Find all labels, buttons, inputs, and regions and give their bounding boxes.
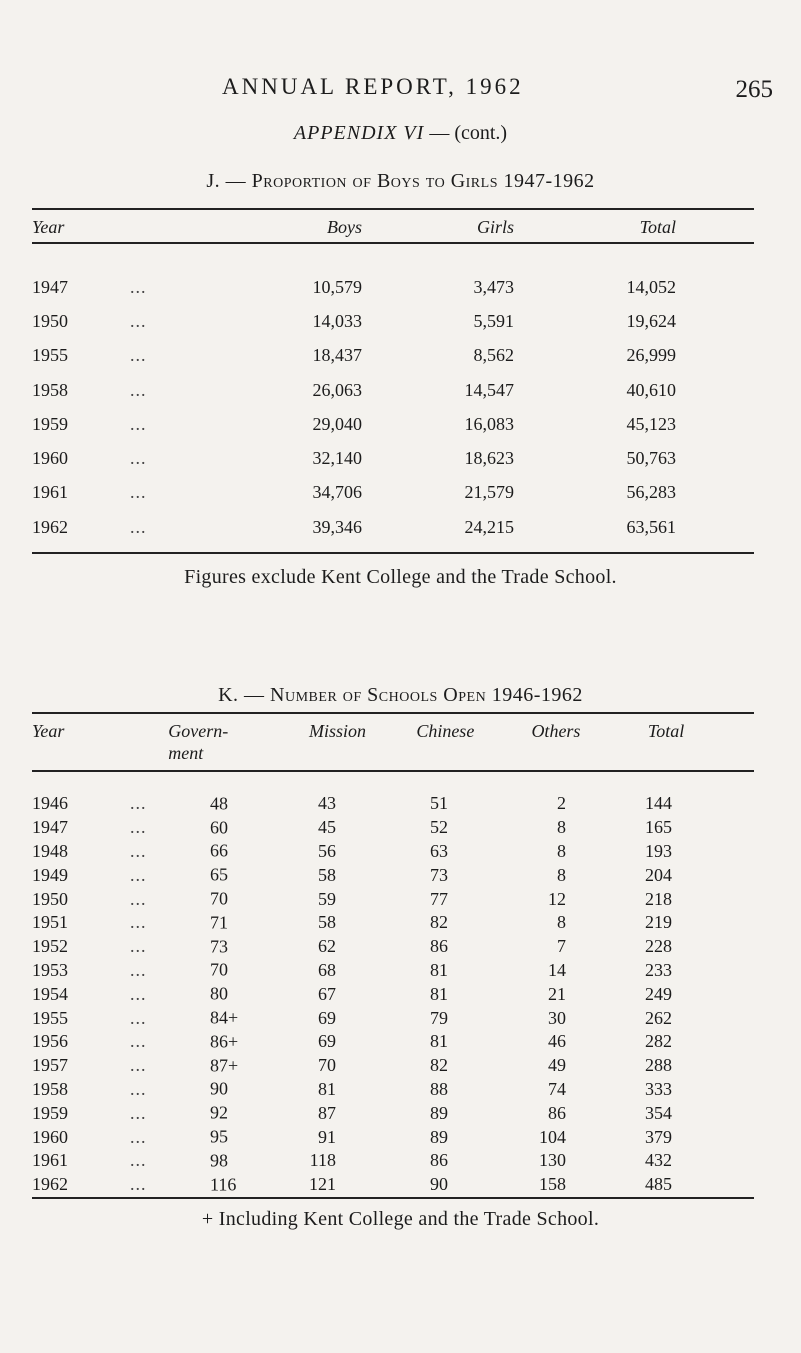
others-cell: 130 — [539, 1150, 566, 1171]
year-cell: 1960 — [32, 448, 68, 469]
chinese-cell: 77 — [430, 888, 448, 909]
spacer-cell — [676, 270, 754, 304]
total-cell: 485 — [645, 1174, 672, 1195]
year-cell: 1961 — [32, 482, 68, 503]
chinese-cell: 86 — [430, 936, 448, 957]
col-header-chinese: Chinese — [416, 721, 475, 741]
appendix-heading — [0, 122, 801, 145]
page-header — [0, 74, 801, 108]
year-cell: 1952 — [32, 936, 68, 957]
spacer-cell — [682, 1125, 754, 1149]
others-cell: 74 — [548, 1078, 566, 1099]
table-row — [32, 1078, 754, 1102]
government-cell: 80 — [210, 983, 228, 1004]
others-cell: 8 — [557, 817, 566, 838]
government-cell: 71 — [210, 912, 228, 933]
others-cell: 46 — [548, 1031, 566, 1052]
total-cell: 282 — [645, 1031, 672, 1052]
others-cell: 104 — [539, 1126, 566, 1147]
year-cell: 1955 — [32, 1007, 68, 1028]
government-cell: 66 — [210, 840, 228, 861]
col-header-year: Year — [32, 217, 65, 237]
total-cell: 262 — [645, 1007, 672, 1028]
mission-cell: 56 — [318, 840, 336, 861]
leader-dots: ... 90 — [130, 1078, 228, 1099]
girls-cell: 18,623 — [464, 448, 514, 469]
boys-cell: 39,346 — [312, 516, 362, 537]
leader-dots: ... — [130, 413, 147, 434]
leader-dots: ... 48 — [130, 793, 228, 814]
chinese-cell: 81 — [430, 1031, 448, 1052]
leader-dots: ... — [130, 516, 147, 537]
year-cell: 1946 — [32, 793, 68, 814]
spacer-cell — [682, 816, 754, 840]
others-cell: 8 — [557, 912, 566, 933]
year-cell: 1954 — [32, 983, 68, 1004]
leader-dots: ... 60 — [130, 817, 228, 838]
total-cell: 354 — [645, 1102, 672, 1123]
total-cell: 288 — [645, 1055, 672, 1076]
section-k-header-rule — [32, 770, 754, 772]
spacer-cell — [682, 1149, 754, 1173]
total-cell: 233 — [645, 959, 672, 980]
table-row — [32, 373, 754, 407]
total-cell: 333 — [645, 1078, 672, 1099]
spacer-cell — [682, 959, 754, 983]
table-row — [32, 304, 754, 338]
year-cell: 1962 — [32, 516, 68, 537]
spacer-cell — [682, 863, 754, 887]
year-cell: 1950 — [32, 888, 68, 909]
leader-dots: ... 73 — [130, 936, 228, 957]
table-row — [32, 476, 754, 510]
others-cell: 86 — [548, 1102, 566, 1123]
col-header-girls: Girls — [476, 217, 514, 237]
girls-cell: 8,562 — [473, 345, 514, 366]
government-cell: 70 — [210, 888, 228, 909]
spacer-cell — [682, 982, 754, 1006]
mission-cell: 68 — [318, 959, 336, 980]
mission-cell: 69 — [318, 1031, 336, 1052]
others-cell: 49 — [548, 1055, 566, 1076]
table-row — [32, 510, 754, 544]
girls-cell: 21,579 — [464, 482, 514, 503]
mission-cell: 58 — [318, 864, 336, 885]
year-cell: 1958 — [32, 1078, 68, 1099]
year-cell: 1955 — [32, 345, 68, 366]
leader-dots: ... 87+ — [130, 1055, 239, 1076]
col-header-total: Total — [639, 217, 676, 237]
mission-cell: 69 — [318, 1007, 336, 1028]
mission-cell: 87 — [318, 1102, 336, 1123]
section-j-top-rule — [32, 208, 754, 210]
table-row — [32, 792, 754, 816]
leader-dots: ... 116 — [130, 1174, 237, 1195]
section-j-header-rule — [32, 242, 754, 244]
table-row — [32, 1054, 754, 1078]
appendix-suffix: — (cont.) — [429, 122, 508, 144]
mission-cell: 45 — [318, 817, 336, 838]
section-k-title: K. — Number of Schools Open 1946-1962 — [218, 684, 583, 706]
table-row — [32, 982, 754, 1006]
boys-cell: 14,033 — [312, 310, 362, 331]
table-row — [32, 407, 754, 441]
spacer-cell — [676, 339, 754, 373]
table-row — [32, 1006, 754, 1030]
others-cell: 2 — [557, 793, 566, 814]
table-row — [32, 441, 754, 475]
total-cell: 219 — [645, 912, 672, 933]
total-cell: 144 — [645, 793, 672, 814]
year-cell: 1960 — [32, 1126, 68, 1147]
girls-cell: 16,083 — [464, 413, 514, 434]
government-cell: 60 — [210, 817, 228, 838]
year-cell: 1948 — [32, 840, 68, 861]
girls-cell: 3,473 — [473, 276, 514, 297]
col-header-total: Total — [647, 721, 685, 741]
leader-dots: ... 70 — [130, 959, 228, 980]
year-cell: 1961 — [32, 1150, 68, 1171]
leader-dots: ... 92 — [130, 1102, 228, 1123]
government-cell: 70 — [210, 959, 228, 980]
appendix-label: APPENDIX VI — [293, 122, 425, 144]
spacer-cell — [682, 1030, 754, 1054]
spacer-cell — [676, 373, 754, 407]
chinese-cell: 81 — [430, 983, 448, 1004]
chinese-cell: 89 — [430, 1102, 448, 1123]
section-k-top-rule — [32, 712, 754, 714]
year-cell: 1959 — [32, 1102, 68, 1123]
year-cell: 1949 — [32, 864, 68, 885]
spacer-cell — [682, 887, 754, 911]
spacer-cell — [676, 407, 754, 441]
spacer-cell — [682, 935, 754, 959]
leader-dots: ... 80 — [130, 983, 228, 1004]
leader-dots: ... 70 — [130, 888, 228, 909]
year-cell: 1956 — [32, 1031, 68, 1052]
mission-cell: 43 — [318, 793, 336, 814]
total-cell: 19,624 — [626, 310, 676, 331]
col-header-government: Govern-ment — [168, 721, 229, 763]
leader-dots: ... — [130, 276, 147, 297]
col-header-mission: Mission — [308, 721, 366, 741]
leader-dots: ... — [130, 310, 147, 331]
mission-cell: 121 — [309, 1174, 336, 1195]
others-cell: 12 — [548, 888, 566, 909]
spacer-cell — [682, 1054, 754, 1078]
spacer-cell — [682, 1173, 754, 1197]
table-row — [32, 1149, 754, 1173]
spacer-cell — [682, 792, 754, 816]
boys-cell: 18,437 — [312, 345, 362, 366]
section-j-table — [32, 270, 754, 544]
chinese-cell: 88 — [430, 1078, 448, 1099]
spacer-cell — [676, 510, 754, 544]
leader-dots: ... 86+ — [130, 1031, 239, 1052]
others-cell: 30 — [548, 1007, 566, 1028]
col-header-others: Others — [531, 721, 581, 741]
government-cell: 116 — [210, 1174, 237, 1195]
leader-dots: ... 95 — [130, 1126, 228, 1147]
leader-dots: ... — [130, 448, 147, 469]
others-cell: 8 — [557, 864, 566, 885]
section-k-table — [32, 792, 754, 1197]
mission-cell: 67 — [318, 983, 336, 1004]
spacer-cell — [682, 1101, 754, 1125]
others-cell: 8 — [557, 840, 566, 861]
boys-cell: 32,140 — [312, 448, 362, 469]
government-cell: 90 — [210, 1078, 228, 1099]
others-cell: 21 — [548, 983, 566, 1004]
chinese-cell: 73 — [430, 864, 448, 885]
others-cell: 7 — [557, 936, 566, 957]
total-cell: 432 — [645, 1150, 672, 1171]
year-cell: 1950 — [32, 310, 68, 331]
mission-cell: 70 — [318, 1055, 336, 1076]
leader-dots: ... — [130, 345, 147, 366]
spacer-cell — [682, 1078, 754, 1102]
chinese-cell: 79 — [430, 1007, 448, 1028]
leader-dots: ... 66 — [130, 840, 228, 861]
government-cell: 65 — [210, 864, 228, 885]
section-j-footnote: Figures exclude Kent College and the Trade School. — [184, 566, 617, 588]
others-cell: 158 — [539, 1174, 566, 1195]
total-cell: 50,763 — [626, 448, 676, 469]
total-cell: 193 — [645, 840, 672, 861]
leader-dots: ... 98 — [130, 1150, 228, 1171]
spacer-cell — [676, 476, 754, 510]
boys-cell: 10,579 — [312, 276, 362, 297]
government-cell: 95 — [210, 1126, 228, 1147]
chinese-cell: 90 — [430, 1174, 448, 1195]
section-k-bottom-rule — [32, 1197, 754, 1199]
mission-cell: 118 — [309, 1150, 336, 1171]
year-cell: 1947 — [32, 276, 68, 297]
mission-cell: 81 — [318, 1078, 336, 1099]
leader-dots: ... 65 — [130, 864, 228, 885]
spacer-cell — [676, 304, 754, 338]
total-cell: 40,610 — [626, 379, 676, 400]
table-row — [32, 1101, 754, 1125]
government-cell: 84+ — [210, 1007, 239, 1028]
mission-cell: 58 — [318, 912, 336, 933]
table-row — [32, 1030, 754, 1054]
spacer-cell — [682, 911, 754, 935]
running-title: ANNUAL REPORT, 1962 — [222, 74, 524, 99]
table-row — [32, 816, 754, 840]
section-k-footnote: + Including Kent College and the Trade School. — [201, 1208, 600, 1230]
government-cell: 48 — [210, 793, 228, 814]
chinese-cell: 81 — [430, 959, 448, 980]
leader-dots: ... 71 — [130, 912, 228, 933]
table-row — [32, 270, 754, 304]
government-cell: 87+ — [210, 1055, 239, 1076]
table-row — [32, 863, 754, 887]
table-row — [32, 959, 754, 983]
table-row — [32, 840, 754, 864]
table-row — [32, 887, 754, 911]
table-row — [32, 911, 754, 935]
section-j-header-table — [32, 216, 754, 238]
table-row — [32, 1173, 754, 1197]
table-row — [32, 935, 754, 959]
boys-cell: 34,706 — [312, 482, 362, 503]
year-cell: 1951 — [32, 912, 68, 933]
total-cell: 204 — [645, 864, 672, 885]
year-cell: 1962 — [32, 1174, 68, 1195]
total-cell: 56,283 — [626, 482, 676, 503]
government-cell: 86+ — [210, 1031, 239, 1052]
section-k-header-table — [32, 720, 754, 764]
col-header-boys: Boys — [327, 217, 362, 237]
total-cell: 14,052 — [626, 276, 676, 297]
chinese-cell: 86 — [430, 1150, 448, 1171]
total-cell: 63,561 — [626, 516, 676, 537]
girls-cell: 5,591 — [473, 310, 514, 331]
year-cell: 1953 — [32, 959, 68, 980]
total-cell: 45,123 — [626, 413, 676, 434]
government-cell: 92 — [210, 1102, 228, 1123]
chinese-cell: 82 — [430, 1055, 448, 1076]
chinese-cell: 52 — [430, 817, 448, 838]
others-cell: 14 — [548, 959, 566, 980]
total-cell: 379 — [645, 1126, 672, 1147]
boys-cell: 26,063 — [312, 379, 362, 400]
table-row — [32, 339, 754, 373]
spacer-cell — [676, 441, 754, 475]
chinese-cell: 82 — [430, 912, 448, 933]
chinese-cell: 51 — [430, 793, 448, 814]
total-cell: 165 — [645, 817, 672, 838]
section-j-title: J. — Proportion of Boys to Girls 1947-1962 — [206, 170, 595, 192]
page-number: 265 — [735, 76, 773, 103]
leader-dots: ... 84+ — [130, 1007, 239, 1028]
col-header-year: Year — [32, 721, 65, 741]
total-cell: 249 — [645, 983, 672, 1004]
chinese-cell: 89 — [430, 1126, 448, 1147]
leader-dots: ... — [130, 379, 147, 400]
spacer-cell — [682, 840, 754, 864]
section-j-bottom-rule — [32, 552, 754, 554]
government-cell: 98 — [210, 1150, 228, 1171]
spacer-cell — [682, 1006, 754, 1030]
government-cell: 73 — [210, 936, 228, 957]
girls-cell: 24,215 — [464, 516, 514, 537]
total-cell: 218 — [645, 888, 672, 909]
total-cell: 228 — [645, 936, 672, 957]
mission-cell: 62 — [318, 936, 336, 957]
year-cell: 1958 — [32, 379, 68, 400]
chinese-cell: 63 — [430, 840, 448, 861]
table-row — [32, 1125, 754, 1149]
boys-cell: 29,040 — [312, 413, 362, 434]
total-cell: 26,999 — [626, 345, 676, 366]
mission-cell: 59 — [318, 888, 336, 909]
leader-dots: ... — [130, 482, 147, 503]
mission-cell: 91 — [318, 1126, 336, 1147]
year-cell: 1957 — [32, 1055, 68, 1076]
year-cell: 1959 — [32, 413, 68, 434]
year-cell: 1947 — [32, 817, 68, 838]
girls-cell: 14,547 — [464, 379, 514, 400]
